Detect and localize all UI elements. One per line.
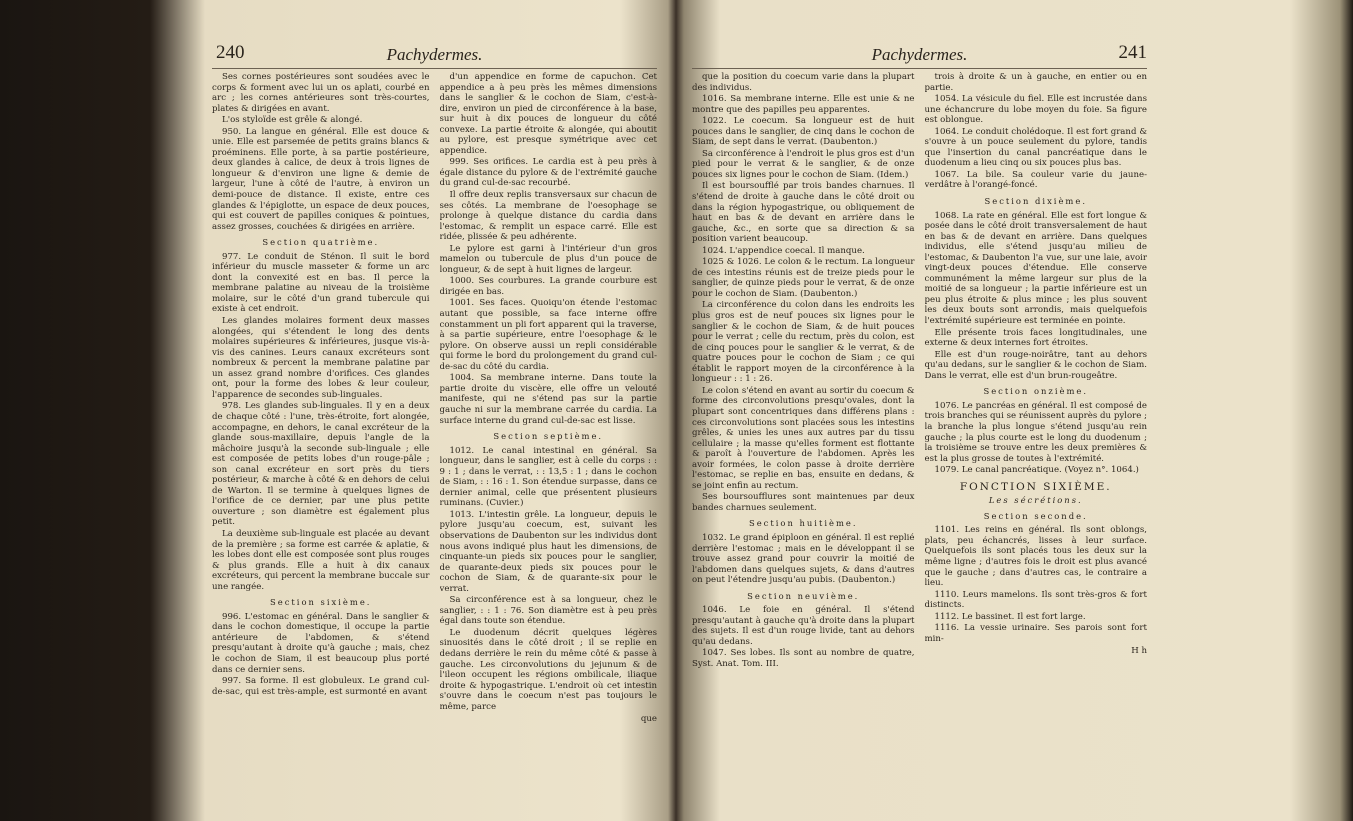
section-heading: Section huitième.	[748, 518, 858, 529]
right-column-2	[925, 72, 1148, 671]
paragraph: 1116. La vessie urinaire. Ses parois sont fort min-	[924, 623, 1147, 644]
paragraph: 1101. Les reins en général. Ils sont oblongs, plats, peu échancrés, lisses à leur surface. Quelquefois ils sont placés tous les deux sur la même ligne ; d'autres fois le droit est plus avancé que le gauche ; dans d'autres cas, le contraire a lieu.	[924, 525, 1147, 589]
function-heading: FONCTION SIXIÈME.	[959, 480, 1112, 493]
section-heading: Section onzième.	[983, 386, 1089, 397]
section-heading: Section dixième.	[984, 196, 1087, 207]
paragraph: Il est boursoufflé par trois bandes charnues. Il s'étend de droite à gauche dans le côté droit ou dans la région hypogastrique, ou obliquement de haut en bas & de devant en arrière dans le gauche, &c., en sorte que sa direction & sa position varient beaucoup.	[692, 181, 915, 245]
left-page	[212, 42, 657, 725]
paragraph: 1047. Ses lobes. Ils sont au nombre de quatre, Syst. Anat. Tom. III.	[692, 648, 915, 669]
paragraph: trois à droite & un à gauche, en entier ou en partie.	[924, 72, 1147, 93]
section-heading: Section sixième.	[270, 597, 372, 608]
right-running-title: Pachydermes.	[871, 45, 968, 64]
paragraph: La circonférence du colon dans les endroits les plus gros est de neuf pouces six lignes pour le sanglier & le cochon de Siam, & de huit pouces pour le verrat ; celle du rectum, près du colon, est de cinq pouces pour le sanglier & le verrat, & de quatre pouces pour le cochon de Siam ; ce qui établit le rapport moyen de la circonférence à la longueur : : 1 : 26.	[692, 300, 915, 385]
right-column-1	[692, 72, 915, 671]
left-column-1	[212, 72, 430, 725]
paragraph: Il offre deux replis transversaux sur chacun de ses côtés. La membrane de l'oesophage se prolonge à quelque distance du cardia dans l'estomac, & remplit un espace carré. Elle est ridée, plissée & peu adhérente.	[439, 190, 657, 243]
paragraph: 1001. Ses faces. Quoiqu'on étende l'estomac autant que possible, sa face interne offre constamment un pli fort apparent qui la traverse, à sa partie supérieure, entre l'oesophage & le pylore. On observe aussi un repli considérable qui forme le bord du prolongement du grand cul-de-sac du côté du cardia.	[439, 298, 657, 372]
paragraph: Le duodenum décrit quelques légères sinuosités dans le côté droit ; il se replie en dedans derrière le rein du même côté & passe à gauche. Les circonvolutions du jejunum & de l'ileon occupent les régions ombilicale, iliaque droite & hypogastrique. L'endroit où cet intestin s'ouvre dans le coecum n'est pas toujours le même, parce	[439, 627, 657, 712]
paragraph: d'un appendice en forme de capuchon. Cet appendice a à peu près les mêmes dimensions dans le sanglier & le cochon de Siam, c'est-à-dire, environ un pied de circonférence à la base, sur huit à dix pouces de longueur du côté convexe. La partie étroite & alongée, qui aboutit au pylore, est presque symétrique avec cet appendice.	[439, 72, 657, 156]
paragraph: 1022. Le coecum. Sa longueur est de huit pouces dans le sanglier, de cinq dans le cochon de Siam, de sept dans le verrat. (Daubenton.)	[692, 116, 915, 148]
paragraph: 978. Les glandes sub-linguales. Il y en a deux de chaque côté : l'une, très-étroite, fort alongée, accompagne, en dehors, le canal excréteur de la glande sous-maxillaire, depuis l'angle de la mâchoire jusqu'à la seconde sub-linguale ; elle est composée de petits lobes d'un rouge-pâle ; son canal excréteur en sort près du tiers postérieur, & marche à côté & en dehors de celui de Warton. Il se termine à quelques lignes de l'orifice de ce dernier, par une plus petite ouverture ; son diamètre est également plus petit.	[212, 401, 430, 528]
paragraph: 1054. La vésicule du fiel. Elle est incrustée dans une échancrure du lobe moyen du foie. Sa figure est oblongue.	[924, 94, 1147, 126]
paragraph: Ses boursoufflures sont maintenues par deux bandes charnues seulement.	[692, 492, 915, 513]
left-columns	[212, 72, 657, 725]
left-column-2	[440, 72, 658, 725]
paragraph: 1110. Leurs mamelons. Ils sont très-gros & fort distincts.	[924, 589, 1147, 611]
paragraph: 996. L'estomac en général. Dans le sanglier & dans le cochon domestique, il occupe la partie antérieure de l'abdomen, & s'étend presqu'autant à droite qu'à gauche ; mais, chez le cochon de Siam, il est beaucoup plus porté dans ce dernier sens.	[212, 611, 430, 675]
paragraph: 1064. Le conduit cholédoque. Il est fort grand & s'ouvre à un pouce seulement du pylore, tandis que l'insertion du canal pancréatique dans le duodenum a lieu cinq ou six pouces plus bas.	[924, 126, 1147, 169]
paragraph: Les glandes molaires forment deux masses alongées, qui s'étendent le long des dents molaires supérieures & inférieures, jusque vis-à-vis des canines. Leurs canaux excréteurs sont nombreux & percent la membrane palatine par un assez grand nombre d'orifices. Ces glandes ont, pour la forme des lobes & leur couleur, l'apparence de secondes sub-linguales.	[212, 316, 430, 400]
paragraph: 1013. L'intestin grêle. La longueur, depuis le pylore jusqu'au coecum, est, suivant les observations de Daubenton sur les individus dont nous avons indiqué plus haut les dimensions, de cinquante-un pieds six pouces pour le sanglier, de quarante-deux pieds six pouces pour le cochon de Siam, & de quarante-six pour le verrat.	[439, 509, 657, 594]
paragraph: L'os styloïde est grêle & alongé.	[222, 115, 363, 126]
left-page-header	[212, 42, 657, 64]
paragraph: 1067. La bile. Sa couleur varie du jaune-verdâtre à l'orangé-foncé.	[924, 169, 1147, 191]
right-page-number: 241	[1118, 42, 1147, 63]
right-columns	[692, 72, 1147, 671]
paragraph: 1046. Le foie en général. Il s'étend presqu'autant à gauche qu'à droite dans la plupart des sujets. Il est d'un rouge livide, tant au dehors qu'au dedans.	[692, 605, 915, 647]
paragraph: 999. Ses orifices. Le cardia est à peu près à égale distance du pylore & de l'extrémité gauche du grand cul-de-sac recourbé.	[439, 157, 657, 189]
paragraph: Elle présente trois faces longitudinales, une externe & deux internes fort étroites.	[924, 327, 1147, 349]
paragraph: 950. La langue en général. Elle est douce & unie. Elle est parsemée de petits grains blancs & proéminens. Elle porte, à sa partie postérieure, deux glandes à calice, de deux à trois lignes de longueur & d'environ une ligne & demie de largeur, l'une à côté de l'autre, à environ un demi-pouce de distance. Il existe, entre ces glandes & l'épiglotte, un espace de deux pouces, qui est couvert de papilles coniques & pointues, assez grosses, couchées & dirigées en arrière.	[212, 126, 430, 232]
paragraph: Ses cornes postérieures sont soudées avec le corps & forment avec lui un os aplati, courbé en arc ; les cornes antérieures sont très-courtes, plates & dirigées en avant.	[212, 72, 430, 114]
paragraph: 1025 & 1026. Le colon & le rectum. La longueur de ces intestins réunis est de treize pieds pour le sanglier, de quinze pieds pour le verrat, & de onze pour le cochon de Siam. (Daubenton.)	[692, 257, 915, 299]
subheading: Les sécrétions.	[988, 495, 1083, 506]
paragraph: 1079. Le canal pancréatique. (Voyez n°. 1064.)	[934, 465, 1139, 476]
section-heading: Section seconde.	[983, 510, 1088, 521]
paragraph: 1068. La rate en général. Elle est fort longue & posée dans le côté droit transversalement de haut en bas & de devant en arrière. Dans quelques individus, elle s'étend jusqu'au milieu de l'estomac, & Daubenton l'a vue, sur une laie, avoir vingt-deux pouces d'étendue. Elle conserve communément la même largeur sur plus de la moitié de sa longueur ; la partie inférieure est un peu plus étroite & plus mince ; les plus souvent les deux bouts sont arrondis, mais quelquefois l'extrémité supérieure est terminée en pointe.	[924, 210, 1147, 327]
catchword: que	[640, 714, 657, 725]
paragraph: Le pylore est garni à l'intérieur d'un gros mamelon ou tubercule de plus d'un pouce de longueur, & de sept à huit lignes de largeur.	[439, 243, 657, 275]
paragraph: Sa circonférence à l'endroit le plus gros est d'un pied pour le verrat & le sanglier, & de onze pouces six lignes pour le cochon de Siam. (Idem.)	[692, 148, 915, 180]
section-heading: Section neuvième.	[747, 590, 860, 601]
paragraph: 1016. Sa membrane interne. Elle est unie & ne montre que des papilles peu apparentes.	[692, 94, 915, 115]
right-page	[692, 42, 1147, 671]
section-heading: Section septième.	[493, 431, 604, 442]
paragraph: 1112. Le bassinet. Il est fort large.	[934, 611, 1086, 622]
paragraph: Sa circonférence est à sa longueur, chez le sanglier, : : 1 : 76. Son diamètre est à peu près égal dans toute son étendue.	[439, 595, 657, 627]
paragraph: Elle est d'un rouge-noirâtre, tant au dehors qu'au dedans, sur le sanglier & le cochon de Siam. Dans le verrat, elle est d'un brun-rougeâtre.	[924, 349, 1147, 381]
paragraph: 1004. Sa membrane interne. Dans toute la partie droite du viscère, elle offre un velouté manifeste, qui ne s'étend pas sur la partie gauche ni sur la membrane carrée du cardia. La surface interne du grand cul-de-sac est lisse.	[439, 373, 657, 426]
section-heading: Section quatrième.	[262, 237, 380, 248]
paragraph: La deuxième sub-linguale est placée au devant de la première ; sa forme est carrée & aplatie, & les lobes dont elle est composée sont plus rouges & plus grands. Elle a huit à dix canaux excréteurs, qui percent la membrane buccale sur une rangée.	[212, 528, 430, 592]
paragraph: 1076. Le pancréas en général. Il est composé de trois branches qui se réunissent auprès du pylore ; la branche la plus longue s'étend jusqu'au rein gauche ; la plus courte est le long du duodenum ; la troisième se trouve entre les deux premières & est la plus grosse de toutes à l'extrémité.	[924, 400, 1147, 464]
paragraph: Le colon s'étend en avant au sortir du coecum & forme des circonvolutions presqu'ovales, dont la plupart sont concentriques dans différens plans : ces circonvolutions sont placées sous les intestins grêles, & unies les unes aux autres par du tissu cellulaire ; la masse qu'elles forment est flottante & paroît à l'ouverture de l'abdomen. Après les avoir formées, le colon passe à droite derrière l'estomac, se replie en bas, ensuite en dedans, & se joint enfin au rectum.	[692, 385, 915, 491]
paragraph: 1024. L'appendice coecal. Il manque.	[702, 245, 865, 256]
left-running-title: Pachydermes.	[386, 45, 483, 64]
paragraph: 1032. Le grand épiploon en général. Il est replié derrière l'estomac ; mais en le développant il se trouve assez grand pour couvrir la moitié de l'abdomen dans quelques sujets, & dans d'autres on peut l'étendre jusqu'au pubis. (Daubenton.)	[692, 532, 915, 586]
paragraph: 977. Le conduit de Sténon. Il suit le bord inférieur du muscle masseter & forme un arc dont la convexité est en bas. Il perce la membrane palatine au niveau de la troisième molaire, sur le côté d'un grand tubercule qui existe à cet endroit.	[212, 251, 430, 315]
paragraph: 1012. Le canal intestinal en général. Sa longueur, dans le sanglier, est à celle du corps : : 9 : 1 ; dans le verrat, : : 13,5 : 1 ; dans le cochon de Siam, : : 16 : 1. Son étendue surpasse, dans ce dernier animal, celle que présentent plusieurs ruminans. (Cuvier.)	[439, 445, 657, 509]
left-header-rule	[212, 68, 657, 69]
paragraph: que la position du coecum varie dans la plupart des individus.	[692, 72, 915, 93]
paragraph: 997. Sa forme. Il est globuleux. Le grand cul-de-sac, qui est très-ample, est surmonté en avant	[212, 676, 430, 697]
paragraph: 1000. Ses courbures. La grande courbure est dirigée en bas.	[439, 276, 657, 297]
catchword: H h	[1131, 646, 1147, 657]
right-header-rule	[692, 68, 1147, 69]
left-page-number: 240	[216, 42, 245, 63]
right-page-header	[692, 42, 1147, 64]
